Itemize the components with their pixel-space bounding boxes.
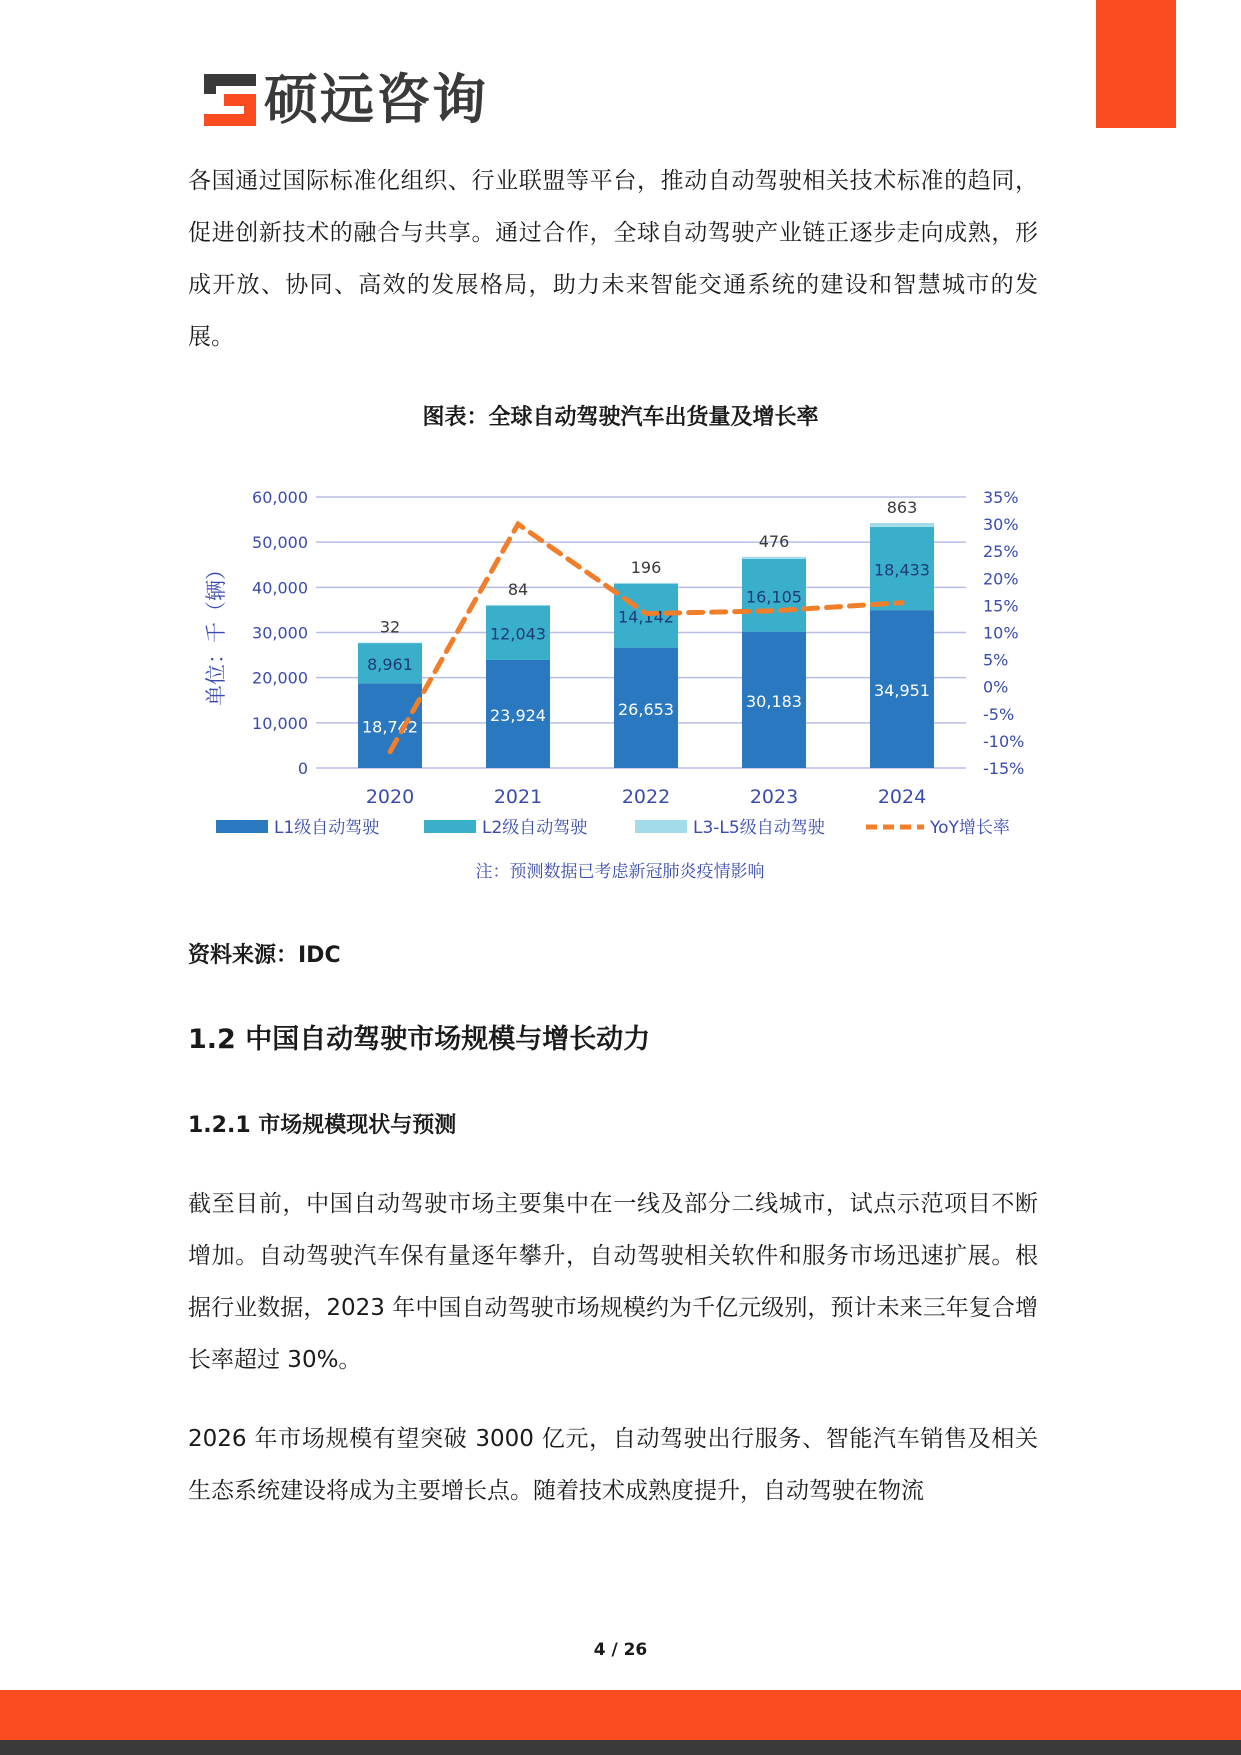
data-label: 863 [886,497,918,517]
legend-swatch [216,820,268,833]
x-tick-label: 2021 [493,786,543,808]
data-label: 23,924 [490,705,546,725]
logo-text: 硕远咨询 [264,68,488,131]
data-label: 16,105 [746,587,802,607]
y2-tick-label: 35% [983,488,1019,507]
data-label: 30,183 [746,691,802,711]
y2-tick-label: -10% [983,731,1025,751]
legend-label: L1级自动驾驶 [274,818,380,838]
y2-tick-label: 30% [983,515,1019,535]
y-axis-label: 单位：千（辆） [204,559,228,706]
y-tick-label: 30,000 [252,623,308,643]
chart-caption: 图表：全球自动驾驶汽车出货量及增长率 [422,405,819,430]
legend-swatch [424,820,476,833]
x-tick-label: 2020 [365,786,415,808]
legend-label: YoY增长率 [930,818,1010,838]
x-tick-label: 2023 [749,786,799,808]
data-label: 18,742 [362,717,418,737]
legend-swatch [635,820,687,833]
corner-accent-block [1096,0,1176,128]
y2-tick-label: 5% [983,650,1009,670]
logo-mark-icon [200,70,260,130]
data-label: 12,043 [490,624,546,644]
data-label: 476 [758,531,790,551]
y-tick-label: 40,000 [252,578,308,598]
legend-label: L3-L5级自动驾驶 [693,818,825,838]
y2-tick-label: -15% [983,759,1025,778]
company-logo [200,70,488,130]
footer-dark-bar [0,1740,1241,1755]
data-label: 84 [507,580,529,600]
body-paragraph-2: 2026 年市场规模有望突破 3000 亿元，自动驾驶出行服务、智能汽车销售及相关生态系统建设将成为主要增长点。随着技术成熟度提升，自动驾驶在物流 [188,1426,1038,1504]
page-number: 4 / 26 [593,1640,648,1660]
bar-segment [486,605,550,606]
data-label: 34,951 [874,681,930,701]
data-label: 32 [379,617,401,637]
y2-tick-label: 15% [983,596,1019,616]
data-label: 8,961 [367,655,413,675]
data-label: 18,433 [874,560,930,580]
y2-tick-label: 25% [983,542,1019,562]
data-label: 14,142 [618,607,674,627]
y2-tick-label: 20% [983,569,1019,589]
y2-tick-label: 10% [983,623,1019,643]
bar-segment [358,643,422,644]
subsection-heading: 1.2.1 市场规模现状与预测 [188,1113,457,1138]
footer-accent-bar [0,1690,1241,1740]
legend-label: L2级自动驾驶 [482,818,588,838]
y-tick-label: 10,000 [252,713,308,733]
bar-segment [614,583,678,584]
y2-tick-label: -5% [983,704,1015,724]
bar-segment [742,557,806,559]
chart-note: 注：预测数据已考虑新冠肺炎疫情影响 [475,862,765,882]
data-label: 26,653 [618,699,674,719]
y-tick-label: 60,000 [252,488,308,507]
body-paragraph-1: 截至目前，中国自动驾驶市场主要集中在一线及部分二线城市，试点示范项目不断增加。自动驾驶汽车保有量逐年攀升，自动驾驶相关软件和服务市场迅速扩展。根据行业数据，2023 年中国自动驾驶市场规模约为千亿元级别，预计未来三年复合增长率超过 30%。 [188,1191,1038,1373]
y2-tick-label: 0% [983,677,1009,697]
x-tick-label: 2022 [621,786,671,808]
shipment-chart [188,470,1053,900]
chart-source: 资料来源：IDC [188,943,341,968]
y-tick-label: 0 [297,759,308,778]
y-tick-label: 50,000 [252,533,308,553]
data-label: 196 [630,557,662,577]
bar-segment [870,523,934,527]
y-tick-label: 20,000 [252,668,308,688]
section-heading: 1.2 中国自动驾驶市场规模与增长动力 [188,1024,651,1055]
intro-paragraph: 各国通过国际标准化组织、行业联盟等平台，推动自动驾驶相关技术标准的趋同，促进创新技术的融合与共享。通过合作，全球自动驾驶产业链正逐步走向成熟，形成开放、协同、高效的发展格局，助力未来智能交通系统的建设和智慧城市的发展。 [188,168,1038,350]
x-tick-label: 2024 [877,786,927,808]
